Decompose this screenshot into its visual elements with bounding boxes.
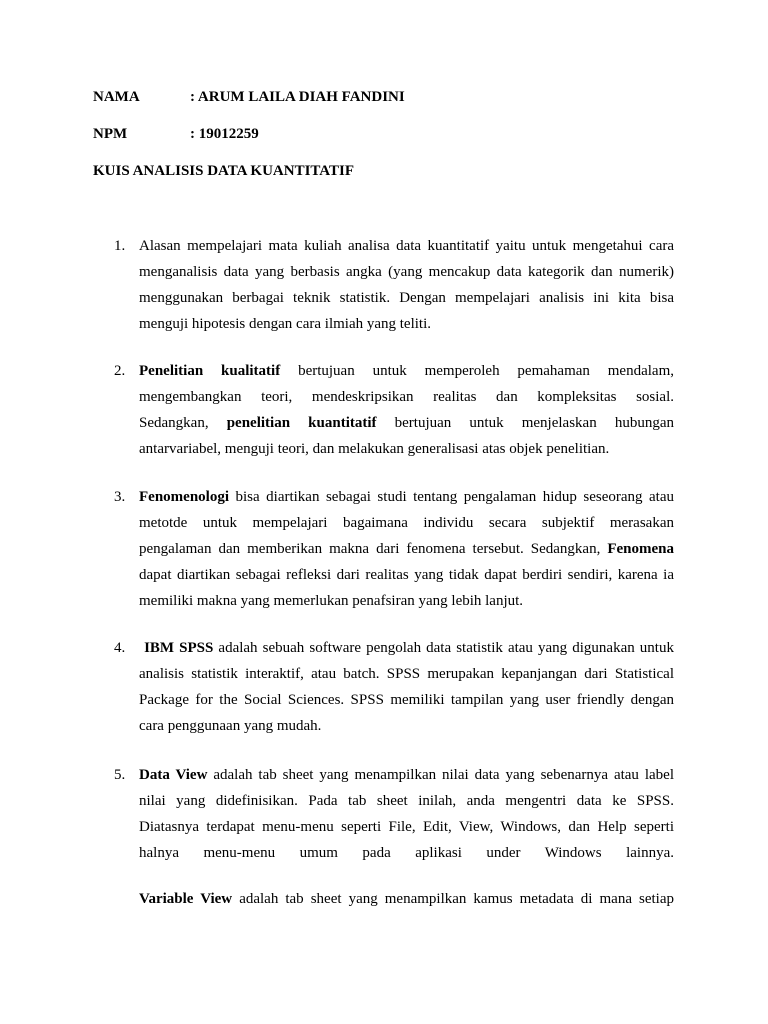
npm-value: : 19012259 xyxy=(190,126,259,142)
npm-row xyxy=(93,125,259,143)
text-run: bertujuan untuk memperoleh pemahaman mendalam, xyxy=(280,363,674,379)
text-run: bertujuan untuk menjelaskan hubungan xyxy=(376,415,674,431)
name-value: : ARUM LAILA DIAH FANDINI xyxy=(190,89,405,105)
quiz-title: KUIS ANALISIS DATA KUANTITATIF xyxy=(93,163,355,179)
text-line xyxy=(139,410,674,436)
text-line xyxy=(139,762,674,788)
text-line xyxy=(139,536,674,562)
item-text xyxy=(139,233,674,337)
item-number: 3. xyxy=(114,489,126,505)
text-line: antarvariabel, menguji teori, dan melakukan generalisasi atas objek penelitian. xyxy=(139,441,610,457)
item-text xyxy=(139,635,674,739)
text-line: menggunakan berbagai teknik statistik. Dengan mempelajari analisis ini kita bisa xyxy=(139,290,674,306)
item-text xyxy=(139,358,674,462)
text-line: menguji hipotesis dengan cara ilmiah yang teliti. xyxy=(139,316,432,332)
text-line xyxy=(139,358,674,384)
text-line: mengembangkan teori, mendeskripsikan realitas dan kompleksitas sosial. xyxy=(139,389,674,405)
item-number: 2. xyxy=(114,363,126,379)
item-text xyxy=(139,762,674,866)
text-line: cara penggunaan yang mudah. xyxy=(139,718,322,734)
text-line: nilai yang didefinisikan. Pada tab sheet inilah, anda mengentri data ke SPSS. xyxy=(139,793,674,809)
item-number: 4. xyxy=(114,640,126,656)
item-text xyxy=(139,886,674,912)
text-line xyxy=(139,886,674,912)
bold-term: penelitian kuantitatif xyxy=(226,415,377,431)
text-line: memiliki makna yang memerlukan penafsiran yang lebih lanjut. xyxy=(139,593,524,609)
bold-term: Penelitian kualitatif xyxy=(139,363,281,379)
text-line: menganalisis data yang berbasis angka (yang mencakup data kategorik dan numerik) xyxy=(139,264,674,280)
text-line: Diatasnya terdapat menu-menu seperti File, Edit, View, Windows, dan Help seperti xyxy=(139,819,674,835)
text-line: dapat diartikan sebagai refleksi dari realitas yang tidak dapat berdiri sendiri, karena ia xyxy=(139,567,674,583)
text-run: Sedangkan, xyxy=(139,415,227,431)
bold-term: IBM SPSS xyxy=(139,640,214,656)
bold-term: Data View xyxy=(139,767,208,783)
text-line xyxy=(139,484,674,510)
bold-term: Fenomena xyxy=(607,541,674,557)
item-text xyxy=(139,484,674,614)
item-number: 1. xyxy=(114,238,126,254)
bold-term: Variable View xyxy=(139,891,233,907)
text-run: adalah sebuah software pengolah data statistik atau yang digunakan untuk xyxy=(213,640,674,656)
text-line: analisis statistik interaktif, atau batch. SPSS merupakan kepanjangan dari Statistical xyxy=(139,666,674,682)
text-run: pengalaman dan memberikan makna dari fenomena tersebut. Sedangkan, xyxy=(139,541,608,557)
name-row xyxy=(93,88,405,106)
item-number: 5. xyxy=(114,767,126,783)
text-run: adalah tab sheet yang menampilkan nilai data yang sebenarnya atau label xyxy=(207,767,675,783)
text-line: Package for the Social Sciences. SPSS memiliki tampilan yang user friendly dengan xyxy=(139,692,674,708)
text-line xyxy=(139,635,674,661)
name-label: NAMA xyxy=(93,89,140,105)
text-line: metotde untuk mempelajari bagaimana individu secara subjektif merasakan xyxy=(139,515,674,531)
text-run: bisa diartikan sebagai studi tentang pengalaman hidup seseorang atau xyxy=(229,489,674,505)
text-line: halnya menu-menu umum pada aplikasi under Windows lainnya. xyxy=(139,845,674,861)
text-run: adalah tab sheet yang menampilkan kamus metadata di mana setiap xyxy=(232,891,674,907)
text-line: Alasan mempelajari mata kuliah analisa data kuantitatif yaitu untuk mengetahui cara xyxy=(139,238,674,254)
npm-label: NPM xyxy=(93,126,128,142)
bold-term: Fenomenologi xyxy=(139,489,229,505)
